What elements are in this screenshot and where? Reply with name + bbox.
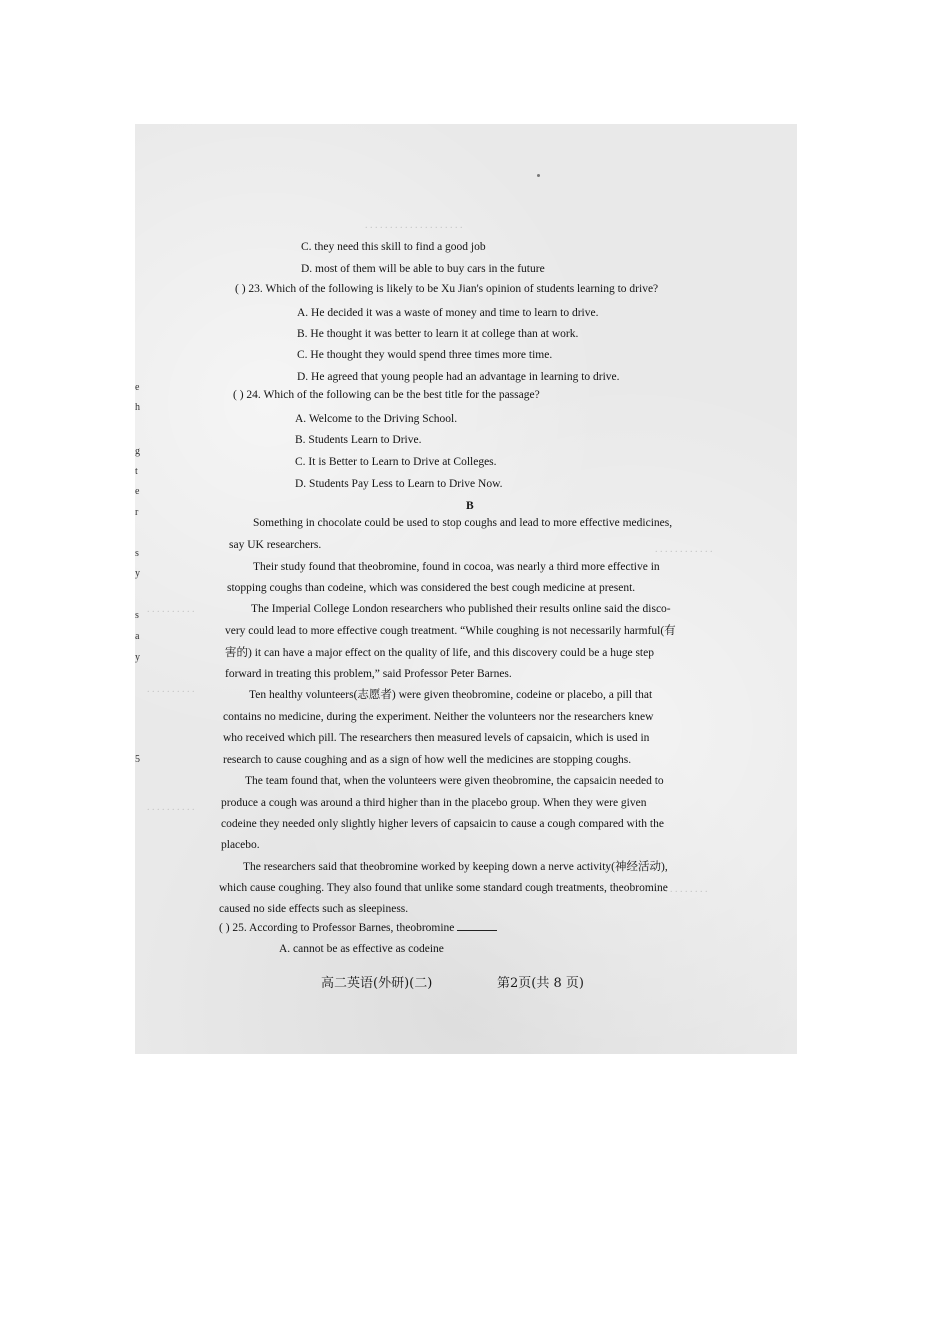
passage-line: caused no side effects such as sleepiness.: [219, 903, 409, 915]
passage-line: The Imperial College London researchers who published their results online said the disco-: [251, 603, 671, 615]
passage-line: who received which pill. The researchers then measured levels of capsaicin, which is used in: [223, 732, 650, 744]
passage-line: 害的) it can have a major effect on the quality of life, and this discovery could be a huge step: [225, 647, 654, 659]
edge-letter: a: [135, 631, 140, 642]
passage-line: produce a cough was around a third higher than in the placebo group. When they were given: [221, 797, 647, 809]
edge-letter: y: [135, 652, 140, 663]
passage-line: stopping coughs than codeine, which was considered the best cough medicine at present.: [227, 582, 636, 594]
edge-letter: s: [135, 610, 139, 621]
q22-option-d: D. most of them will be able to buy cars in the future: [301, 263, 545, 275]
q22-option-c: C. they need this skill to find a good job: [301, 241, 486, 253]
passage-line: say UK researchers.: [229, 539, 322, 551]
edge-letter: 5: [135, 754, 140, 765]
section-b-heading: B: [466, 500, 474, 512]
q23-option-a: A. He decided it was a waste of money and time to learn to drive.: [297, 307, 599, 319]
q23-option-d: D. He agreed that young people had an advantage in learning to drive.: [297, 371, 620, 383]
scanned-page: [135, 124, 797, 1054]
edge-letter: e: [135, 382, 140, 393]
q24-option-d: D. Students Pay Less to Learn to Drive Now.: [295, 478, 503, 490]
passage-line: The researchers said that theobromine worked by keeping down a nerve activity(神经活动),: [243, 861, 668, 873]
q25-stem-line: [219, 920, 497, 935]
passage-line: research to cause coughing and as a sign of how well the medicines are stopping coughs.: [223, 754, 632, 766]
q24-option-c: C. It is Better to Learn to Drive at Colleges.: [295, 456, 497, 468]
bleed-through: . . . . . . . . . . . .: [655, 544, 713, 555]
q23-option-b: B. He thought it was better to learn it at college than at work.: [297, 328, 579, 340]
bleed-through: . . . . . . . . . .: [147, 684, 195, 695]
edge-letter: g: [135, 446, 140, 457]
bleed-through: . . . . . . . . . . .: [655, 884, 708, 895]
bleed-through: . . . . . . . . . . . . . . . . . . . .: [365, 220, 463, 231]
edge-letter: h: [135, 402, 140, 413]
q24-option-b: B. Students Learn to Drive.: [295, 434, 422, 446]
q24-stem: Which of the following can be the best title for the passage?: [263, 389, 540, 401]
passage-line: The team found that, when the volunteers were given theobromine, the capsaicin needed to: [245, 775, 664, 787]
edge-letter: t: [135, 466, 138, 477]
footer-page-number: 第2页(共 8 页): [497, 976, 584, 991]
speck: [537, 174, 540, 177]
passage-line: forward in treating this problem,” said Professor Peter Barnes.: [225, 668, 512, 680]
footer-subject: 高二英语(外研)(二): [321, 976, 433, 991]
q25-stem: According to Professor Barnes, theobromine: [249, 922, 455, 934]
q23-answer-paren[interactable]: ( ) 23.: [235, 283, 263, 295]
bleed-through: . . . . . . . . . .: [147, 802, 195, 813]
edge-letter: r: [135, 507, 139, 518]
edge-letter: y: [135, 568, 140, 579]
passage-line: placebo.: [221, 839, 260, 851]
bleed-through: . . . . . . . . . .: [147, 604, 195, 615]
passage-line: Something in chocolate could be used to stop coughs and lead to more effective medicines,: [253, 517, 673, 529]
passage-line: very could lead to more effective cough treatment. “While coughing is not necessarily harmful(有: [225, 625, 676, 637]
q24-option-a: A. Welcome to the Driving School.: [295, 413, 458, 425]
passage-line: codeine they needed only slightly higher levers of capsaicin to cause a cough compared with the: [221, 818, 664, 830]
edge-letter: e: [135, 486, 140, 497]
q25-blank: [457, 920, 497, 931]
q24-stem-line: [233, 388, 540, 402]
passage-line: Their study found that theobromine, found in cocoa, was nearly a third more effective in: [253, 561, 660, 573]
q25-answer-paren[interactable]: ( ) 25.: [219, 922, 247, 934]
passage-line: contains no medicine, during the experiment. Neither the volunteers nor the researchers knew: [223, 711, 654, 723]
passage-line: which cause coughing. They also found that unlike some standard cough treatments, theobromine: [219, 882, 668, 894]
edge-letter: s: [135, 548, 139, 559]
q23-stem: Which of the following is likely to be Xu Jian's opinion of students learning to drive?: [265, 283, 659, 295]
q23-stem-line: [235, 282, 658, 296]
q23-option-c: C. He thought they would spend three times more time.: [297, 349, 553, 361]
q25-option-a: A. cannot be as effective as codeine: [279, 943, 444, 955]
passage-line: Ten healthy volunteers(志愿者) were given theobromine, codeine or placebo, a pill that: [249, 689, 653, 701]
q24-answer-paren[interactable]: ( ) 24.: [233, 389, 261, 401]
